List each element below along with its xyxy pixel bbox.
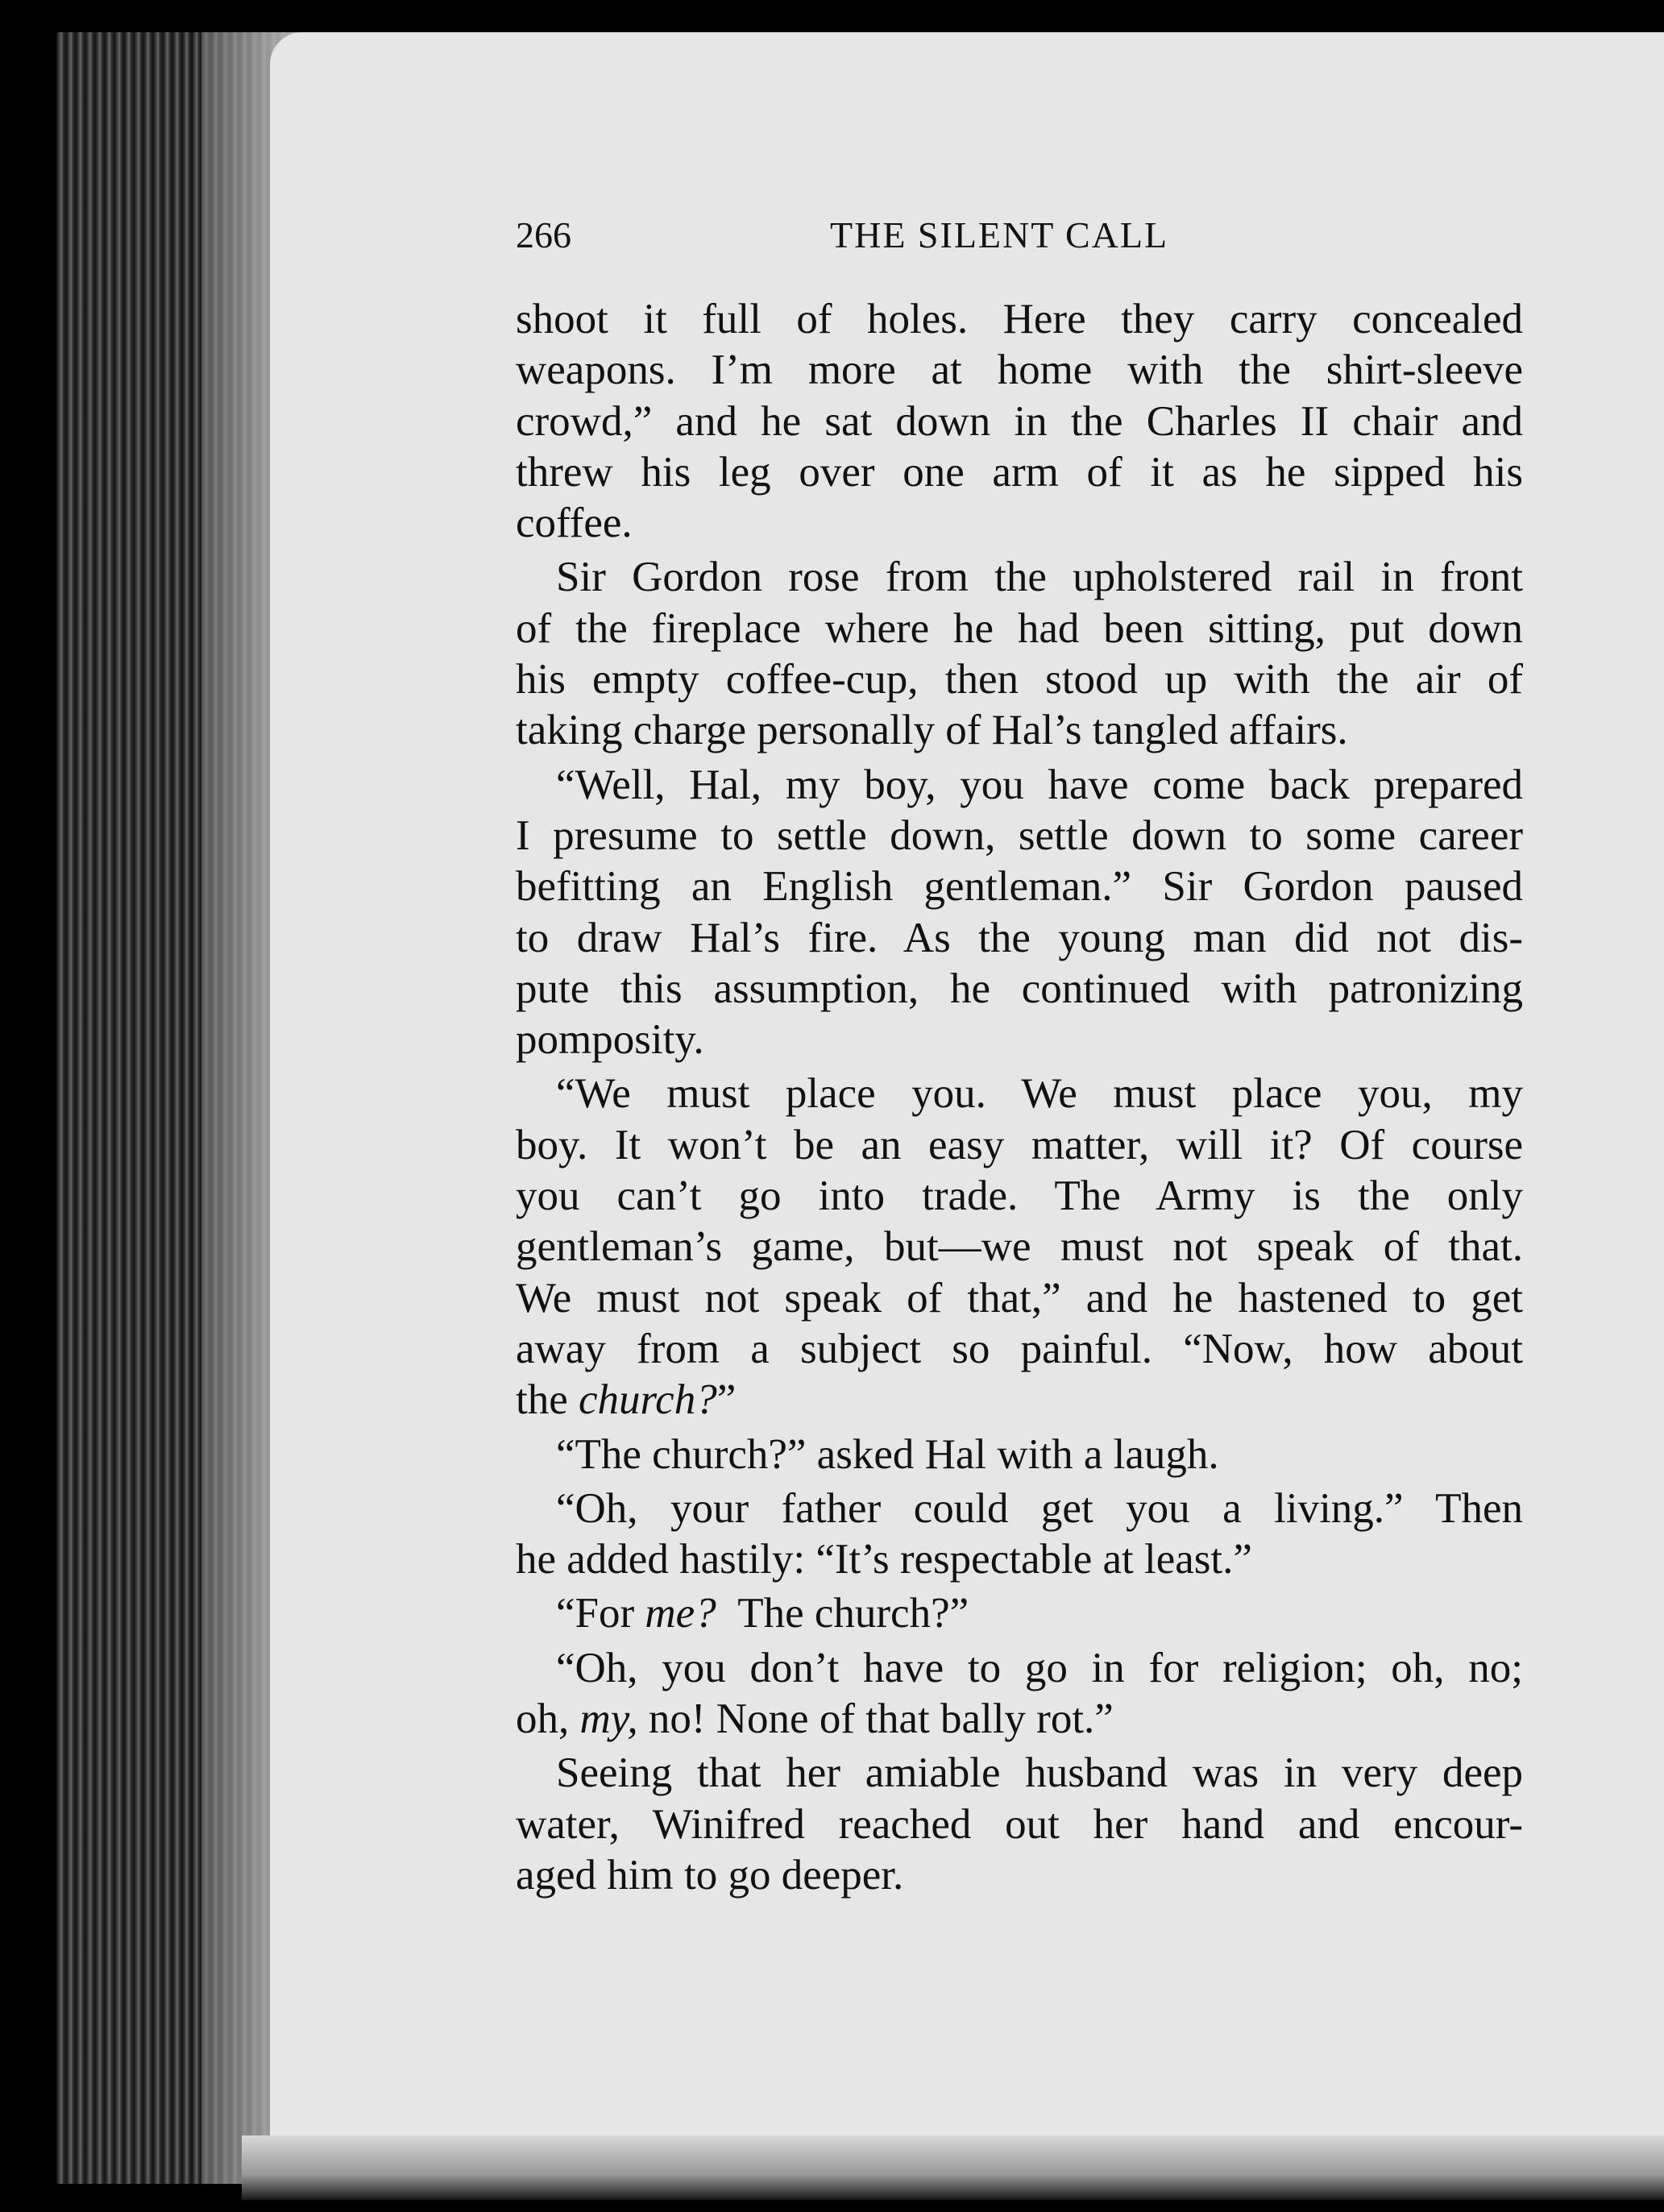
text-line: We must not speak of that,” and he hastened to get — [516, 1274, 1523, 1322]
text-line: of the fireplace where he had been sitting, put down — [516, 604, 1523, 652]
text-line: aged him to go deeper. — [516, 1851, 904, 1899]
text-line: you can’t go into trade. The Army is the only — [516, 1172, 1523, 1220]
page-header — [516, 214, 1523, 270]
text-fragment: The church?” — [737, 1590, 969, 1637]
italic-text: church? — [579, 1376, 717, 1424]
text-line: away from a subject so painful. “Now, how about — [516, 1325, 1523, 1372]
body-text — [516, 294, 1523, 1901]
text-line — [516, 1694, 1523, 1745]
text-line: shoot it full of holes. Here they carry concealed — [516, 296, 1523, 342]
text-line: “Oh, you don’t have to go in for religion; oh, no; — [556, 1644, 1523, 1691]
page-number: 266 — [516, 214, 571, 255]
text-line: he added hastily: “It’s respectable at least.” — [516, 1536, 1252, 1583]
text-line: “We must place you. We must place you, my — [556, 1070, 1523, 1118]
text-line: threw his leg over one arm of it as he sipped his — [516, 448, 1523, 496]
text-line: pute this assumption, he continued with patronizing — [516, 965, 1523, 1012]
text-line: “Oh, your father could get you a living.” Then — [556, 1484, 1523, 1532]
text-line: his empty coffee-cup, then stood up with the air of — [516, 656, 1523, 703]
text-line: Sir Gordon rose from the upholstered rail in front — [556, 554, 1523, 601]
text-line: “The church?” asked Hal with a laugh. — [556, 1430, 1219, 1478]
text-line: befitting an English gentleman.” Sir Gordon paused — [516, 863, 1523, 911]
text-fragment: “For — [556, 1590, 635, 1637]
text-line: “Well, Hal, my boy, you have come back prepared — [556, 761, 1523, 808]
italic-text: me? — [645, 1590, 716, 1637]
text-line — [516, 1375, 1523, 1426]
text-line: Seeing that her amiable husband was in very deep — [556, 1749, 1523, 1797]
text-line: pomposity. — [516, 1016, 704, 1064]
text-fragment: the — [516, 1376, 568, 1424]
text-line: water, Winifred reached out her hand and encour- — [516, 1800, 1523, 1848]
text-line: to draw Hal’s fire. As the young man did not dis- — [516, 914, 1523, 961]
text-line: taking charge personally of Hal’s tangled affairs. — [516, 707, 1348, 754]
text-fragment: no! None of that bally rot.” — [648, 1695, 1114, 1743]
text-line: crowd,” and he sat down in the Charles II chair and — [516, 397, 1523, 445]
text-line: I presume to settle down, settle down to some career — [516, 811, 1523, 859]
text-line: coffee. — [516, 500, 633, 547]
text-line: boy. It won’t be an easy matter, will it? Of course — [516, 1121, 1523, 1168]
italic-text: my, — [579, 1695, 638, 1743]
running-title: THE SILENT CALL — [830, 214, 1169, 255]
text-line — [516, 1588, 1523, 1639]
text-line: gentleman’s game, but—we must not speak of that. — [516, 1223, 1523, 1271]
page-bottom-edge — [242, 2135, 1664, 2200]
text-line: weapons. I’m more at home with the shirt-sleeve — [516, 347, 1523, 394]
text-fragment: oh, — [516, 1695, 570, 1743]
text-fragment: ” — [716, 1376, 737, 1424]
